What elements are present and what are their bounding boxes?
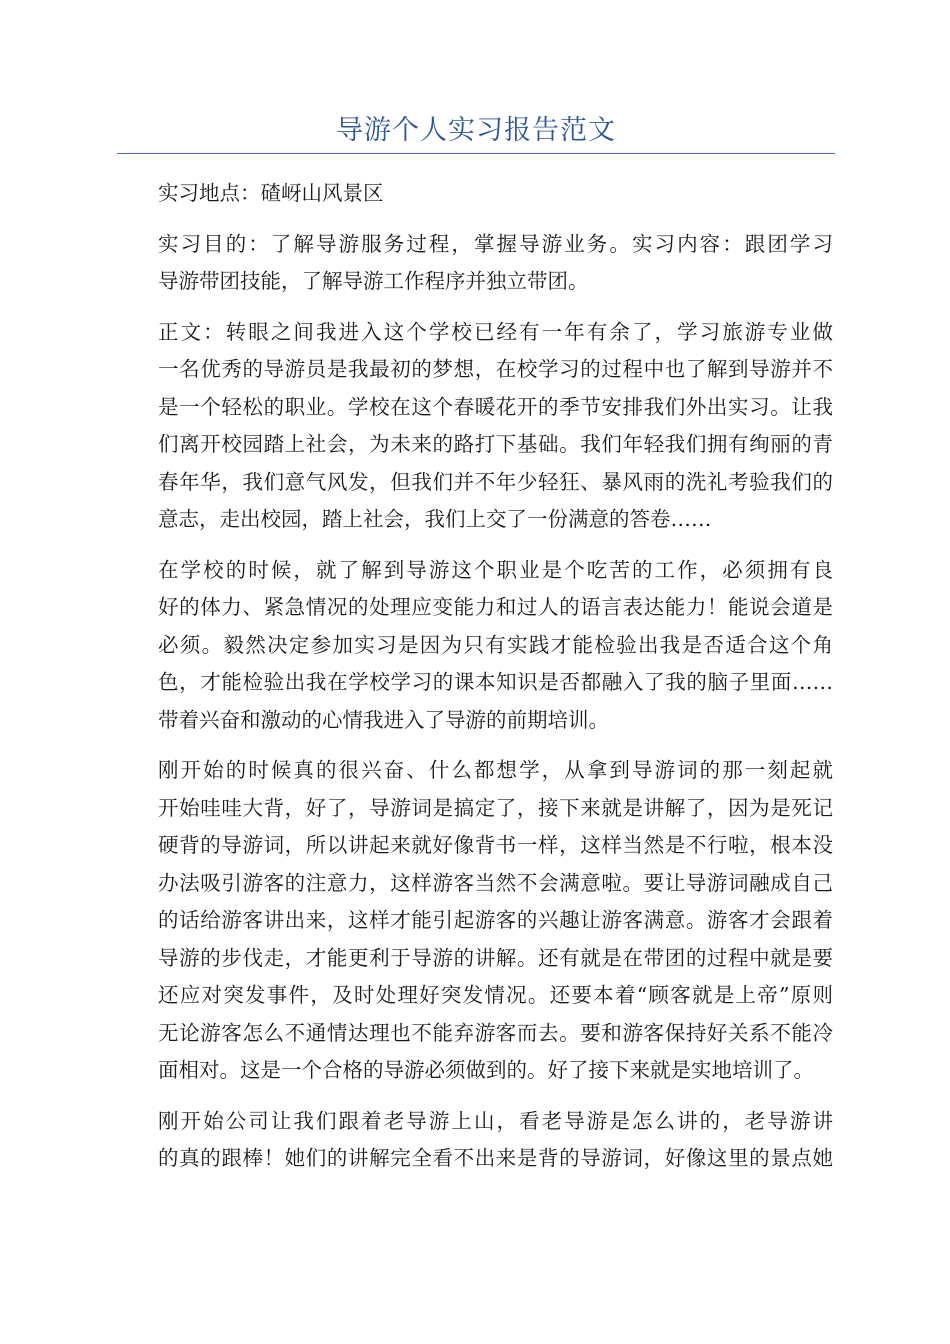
paragraph-line: 在学校的时候，就了解到导游这个职业是个吃苦的工作，必须拥有良 [158, 557, 833, 582]
paragraph-line: 刚开始的时候真的很兴奋、什么都想学，从拿到导游词的那一刻起就 [158, 758, 833, 782]
paragraph-line: 导游带团技能，了解导游工作程序并独立带团。 [158, 269, 589, 293]
paragraph-line: 正文：转眼之间我进入这个学校已经有一年有余了，学习旅游专业做 [158, 319, 833, 344]
paragraph-line: 们离开校园踏上社会，为未来的路打下基础。我们年轻我们拥有绚丽的青 [158, 432, 833, 456]
paragraph-line: 面相对。这是一个合格的导游必须做到的。好了接下来就是实地培训了。 [158, 1058, 814, 1082]
document-body [117, 175, 833, 1191]
paragraph-line: 意志，走出校园，踏上社会，我们上交了一份满意的答卷…… [158, 507, 712, 531]
paragraph-training [117, 752, 833, 1090]
paragraph-line: 导游的步伐走，才能更利于导游的讲解。还有就是在带团的过程中就是要 [158, 945, 833, 970]
paragraph-line: 是一个轻松的职业。学校在这个春暖花开的季节安排我们外出实习。让我 [158, 394, 833, 419]
paragraph-line: 春年华，我们意气风发，但我们并不年少轻狂、暴风雨的洗礼考验我们的 [158, 469, 833, 494]
paragraph-line: 硬背的导游词，所以讲起来就好像背书一样，这样当然是不行啦，根本没 [158, 833, 833, 857]
paragraph-line: 的真的跟棒！她们的讲解完全看不出来是背的导游词，好像这里的景点她 [158, 1146, 833, 1170]
paragraph-line: 还应对突发事件，及时处理好突发情况。还要本着“顾客就是上帝”原则 [158, 983, 833, 1007]
paragraph-location [117, 175, 833, 213]
paragraph-line: 的话给游客讲出来，这样才能引起游客的兴趣让游客满意。游客才会跟着 [158, 908, 833, 932]
paragraph-line: 色，才能检验出我在学校学习的课本知识是否都融入了我的脑子里面…… [158, 670, 833, 694]
paragraph-line: 无论游客怎么不通情达理也不能弃游客而去。要和游客保持好关系不能冷 [158, 1020, 833, 1045]
document-title: 导游个人实习报告范文 [336, 115, 616, 146]
paragraph-main-text [117, 314, 833, 539]
paragraph-purpose [117, 226, 833, 301]
paragraph-line: 好的体力、紧急情况的处理应变能力和过人的语言表达能力！能说会道是 [158, 595, 833, 619]
paragraph-line: 一名优秀的导游员是我最初的梦想，在校学习的过程中也了解到导游并不 [158, 357, 833, 381]
paragraph-field-training [117, 1103, 833, 1178]
paragraph-line: 实习地点：碴岈山风景区 [158, 181, 384, 205]
paragraph-school [117, 552, 833, 740]
paragraph-line: 实习目的：了解导游服务过程，掌握导游业务。实习内容：跟团学习 [158, 231, 833, 256]
paragraph-line: 刚开始公司让我们跟着老导游上山，看老导游是怎么讲的，老导游讲 [158, 1108, 833, 1133]
paragraph-line: 办法吸引游客的注意力，这样游客当然不会满意啦。要让导游词融成自己 [158, 870, 833, 895]
paragraph-line: 必须。毅然决定参加实习是因为只有实践才能检验出我是否适合这个角 [158, 632, 833, 657]
paragraph-line: 开始哇哇大背，好了，导游词是搞定了，接下来就是讲解了，因为是死记 [158, 795, 833, 820]
paragraph-line: 带着兴奋和激动的心情我进入了导游的前期培训。 [158, 707, 609, 732]
title-underline [117, 153, 835, 154]
